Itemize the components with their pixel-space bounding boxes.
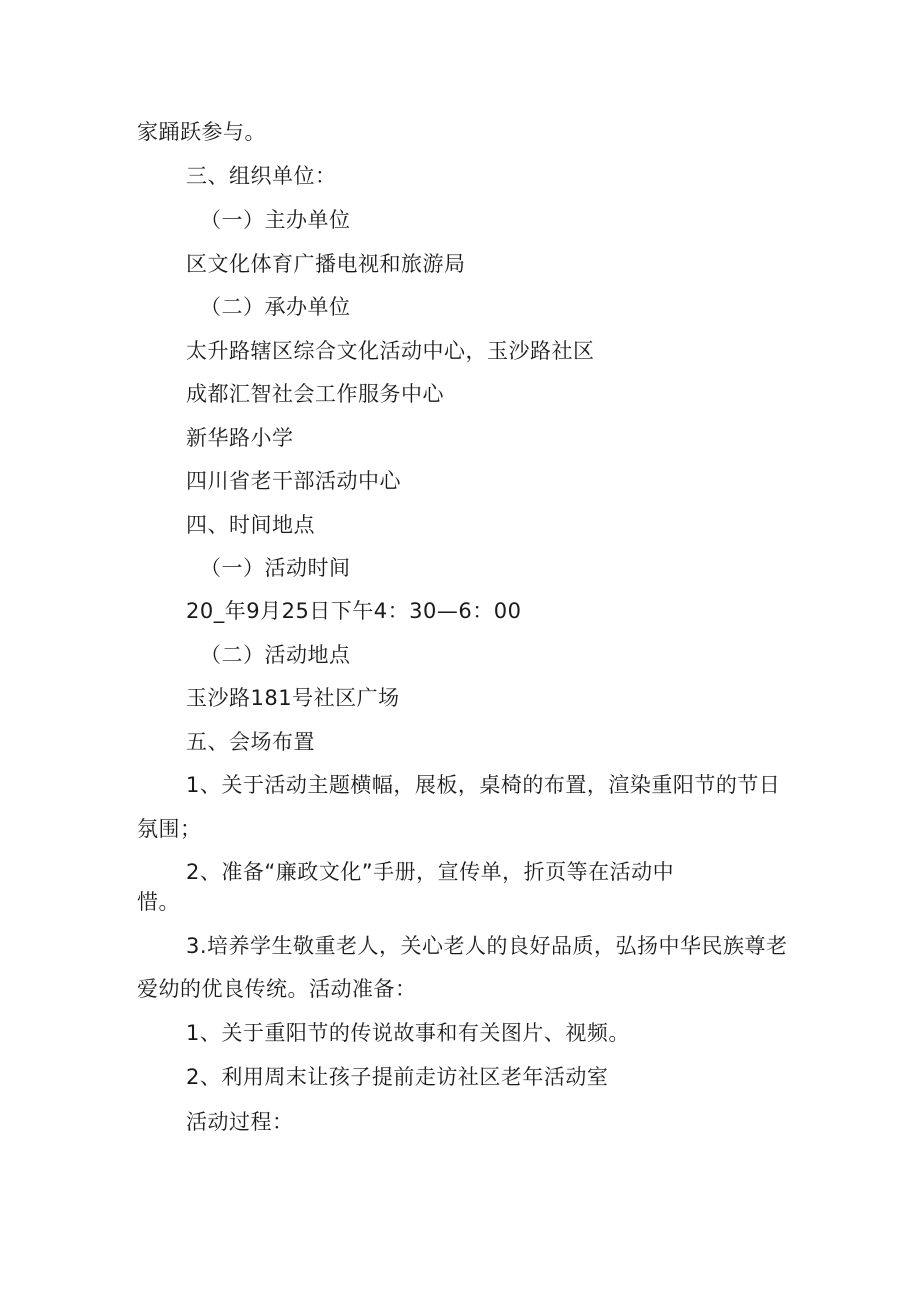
paragraph-line: 2、准备“廉政文化”手册，宣传单，折页等在活动中 [186,860,675,884]
paragraph-line: 2、利用周末让孩子提前走访社区老年活动室 [186,1065,609,1089]
paragraph-line: 玉沙路181号社区广场 [186,686,400,710]
subsection-heading: （一）活动时间 [200,556,351,580]
paragraph-line: 氛围； [137,817,202,841]
subsection-heading: （二）活动地点 [200,643,351,667]
paragraph-line: 成都汇智社会工作服务中心 [186,382,444,406]
paragraph-line: 20_年9月25日下午4：30—6：00 [186,599,522,623]
paragraph-line: 四川省老干部活动中心 [186,469,401,493]
paragraph-line: 家踊跃参与。 [137,120,266,144]
paragraph-line: 1、关于活动主题横幅，展板，桌椅的布置，渲染重阳节的节日 [186,773,781,797]
section-heading: 五、会场布置 [186,730,315,754]
paragraph-line: 新华路小学 [186,426,294,450]
paragraph-line: 惜。 [137,890,180,914]
paragraph-line: 3.培养学生敬重老人，关心老人的良好品质，弘扬中华民族尊老 [186,934,788,958]
subsection-heading: （一）主办单位 [200,208,351,232]
paragraph-line: 1、关于重阳节的传说故事和有关图片、视频。 [186,1021,630,1045]
paragraph-line: 爱幼的优良传统。活动准备： [137,977,417,1001]
paragraph-line: 区文化体育广播电视和旅游局 [186,252,466,276]
paragraph-line: 太升路辖区综合文化活动中心，玉沙路社区 [186,339,595,363]
section-heading: 四、时间地点 [186,513,315,537]
subsection-heading: （二）承办单位 [200,295,351,319]
paragraph-line: 活动过程： [186,1110,294,1134]
section-heading: 三、组织单位： [186,164,337,188]
